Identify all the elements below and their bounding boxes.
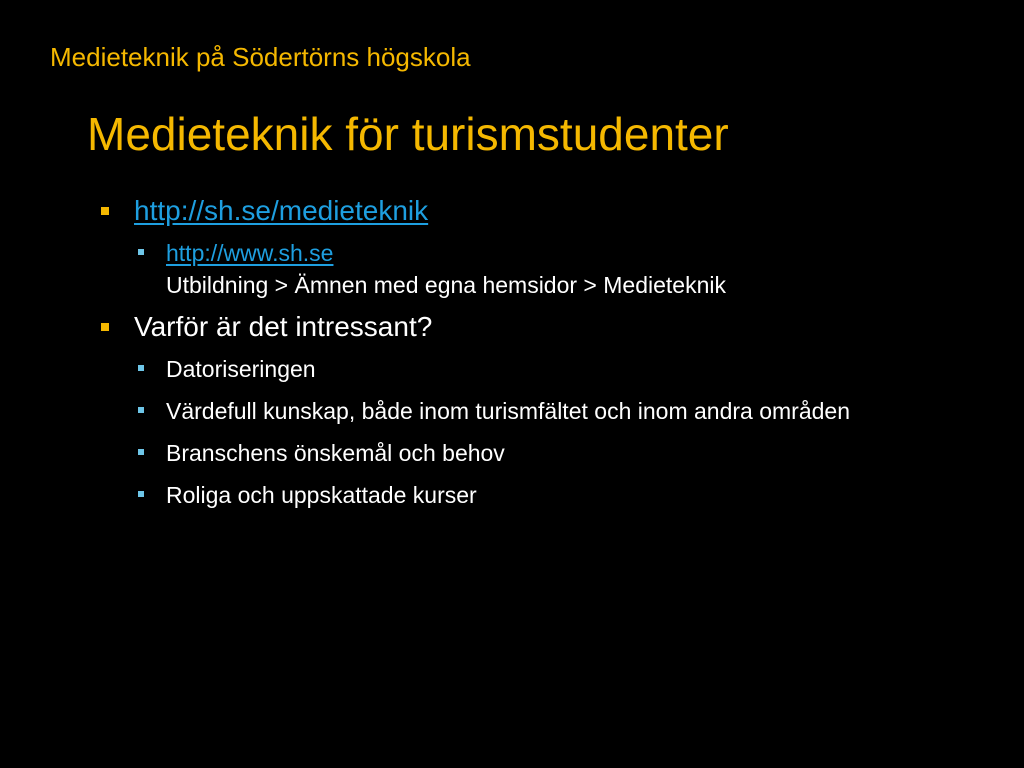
square-bullet-icon [101,207,109,215]
sub-bullet-item [96,437,976,469]
sub-bullet-item [96,395,976,427]
slide-header: Medieteknik på Södertörns högskola [50,42,471,72]
sub-bullet-text: Datoriseringen [166,356,316,382]
bullet-item-link [96,193,976,229]
sub-bullet-item [96,479,976,511]
small-square-bullet-icon [138,407,144,413]
bullet-item-question [96,309,976,345]
small-square-bullet-icon [138,491,144,497]
sub-bullet-item [96,353,976,385]
slide-title: Medieteknik för turismstudenter [87,108,729,160]
small-square-bullet-icon [138,249,144,255]
medieteknik-link[interactable]: http://sh.se/medieteknik [134,195,429,226]
sub-bullet-text: Värdefull kunskap, både inom turismfältet och inom andra områden [166,398,850,424]
slide-content [96,193,976,511]
sub-bullet-text: Roliga och uppskattade kurser [166,482,477,508]
sub-bullet-item-link [96,237,976,301]
sub-bullet-text: Branschens önskemål och behov [166,440,505,466]
navigation-path-text: Utbildning > Ämnen med egna hemsidor > Medieteknik [166,272,726,298]
sh-se-link[interactable]: http://www.sh.se [166,240,334,266]
bullet-text: Varför är det intressant? [134,311,433,342]
small-square-bullet-icon [138,365,144,371]
small-square-bullet-icon [138,449,144,455]
square-bullet-icon [101,323,109,331]
